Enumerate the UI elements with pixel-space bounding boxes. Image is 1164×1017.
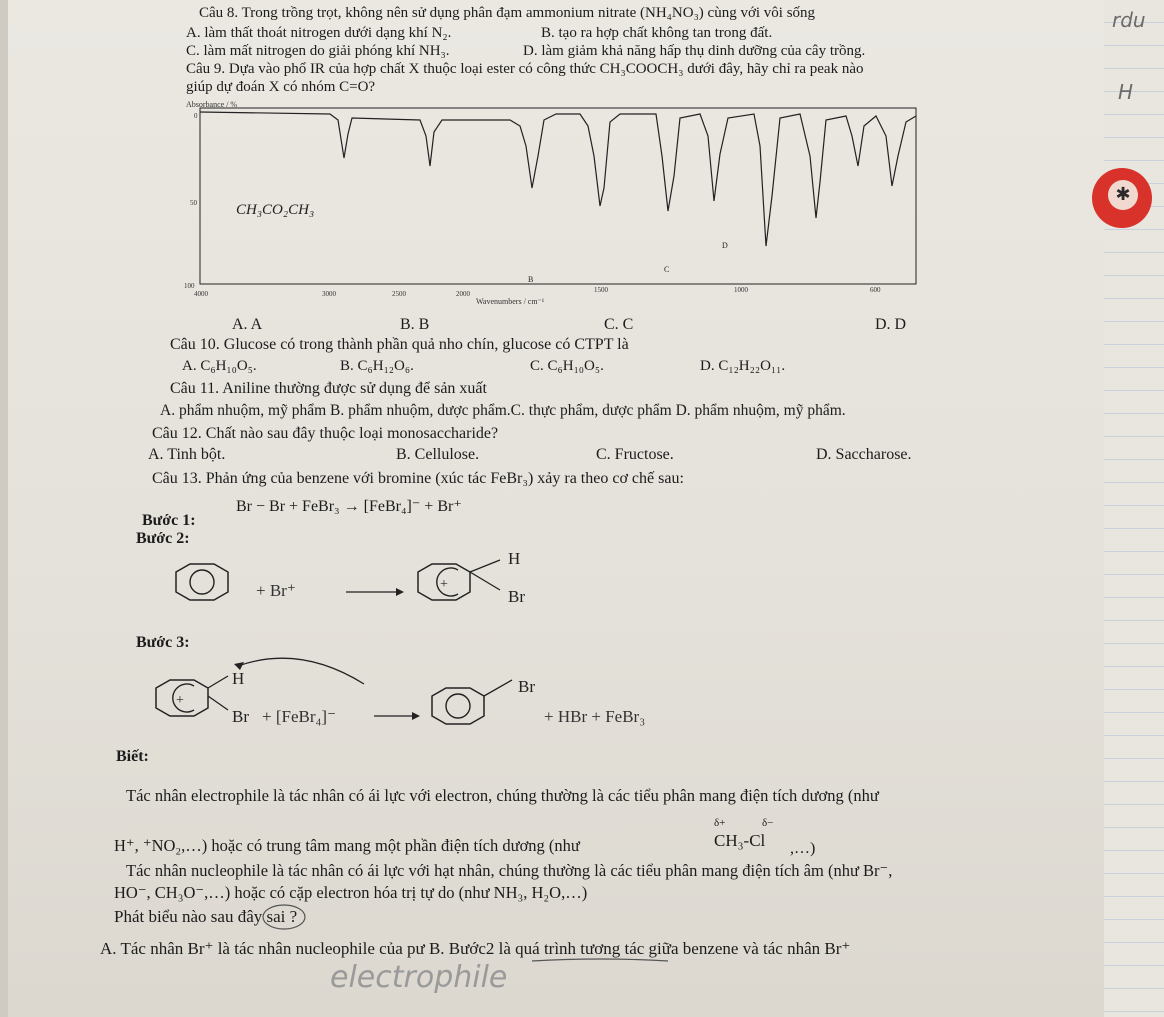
step2-br: Br [508,587,525,606]
arenium-charge-3: + [176,693,184,708]
q12-option-a: A. Tinh bột. [148,446,226,463]
step3-products: + HBr + FeBr₃ [544,707,646,726]
q10-stem: Câu 10. Glucose có trong thành phần quả nho chín, glucose có CTPT là [170,336,629,353]
ir-xtick-1500: 1500 [594,286,608,294]
q8-option-b: B. tạo ra hợp chất không tan trong đất. [541,25,773,41]
bond-br [470,572,500,590]
step3-br: Br [232,707,249,726]
product-br: Br [518,677,535,696]
step3-febr4: + [FeBr₄]⁻ [262,707,337,726]
ir-xtick-3000: 3000 [322,290,336,298]
ir-spectrum-chart [180,96,920,308]
handwritten-note: electrophile [330,960,508,995]
step2-label: Bước 2: [136,530,190,547]
know-electrophile-2: H⁺, ⁺NO₂,…) hoặc có trung tâm mang một phần điện tích dương (như [114,836,580,855]
page-edge [0,0,8,1017]
delta-minus: δ− [762,817,774,829]
know-nucleophile-2: HO⁻, CH₃O⁻,…) hoặc có cặp electron hóa trị tự do (như NH₃, H₂O,…) [114,883,588,902]
ir-xtick-2000: 2000 [456,290,470,298]
q10-option-b: B. C₆H₁₂O₆. [340,358,414,374]
bond-br-product [484,680,512,696]
q12-option-d: D. Saccharose. [816,446,912,463]
product-circle [446,694,470,718]
know-label: Biết: [116,748,149,765]
step3-h: H [232,669,245,688]
q10-option-c: C. C₆H₁₀O₅. [530,358,604,374]
ir-xtick-4000: 4000 [194,290,208,298]
step2-h: H [508,549,521,568]
step2-scheme [160,548,580,618]
margin-note-2: H [1118,80,1134,104]
step3-scheme [150,650,710,738]
bond-h [470,560,500,572]
pen-underline [530,955,670,965]
know-nucleophile: Tác nhân nucleophile là tác nhân có ái lực với hạt nhân, chúng thường là các tiểu phân mang điện tích âm (như Br⁻, [126,861,893,880]
q9-option-a: A. A [232,316,263,333]
pen-circle-sai [260,902,308,932]
ir-peak-b: B [528,275,534,284]
step2-reagent: + Br⁺ [256,581,296,600]
q12-stem: Câu 12. Chất nào sau đây thuộc loại monosaccharide? [152,425,499,442]
ir-spectrum-trace [200,112,916,246]
bond-br-3 [208,696,228,710]
q13-options: A. Tác nhân Br⁺ là tác nhân nucleophile của pư B. Bước2 là quá trình tương tác giữa benzene và tác nhân Br⁺ [100,939,851,958]
q9-option-d: D. D [875,316,907,333]
sticker-star-icon: ✱ [1108,180,1138,210]
notebook-edge [1104,0,1164,1017]
ir-ytick-0: 0 [194,112,198,120]
ir-peak-d: D [722,241,728,250]
aromatic-circle [190,570,214,594]
q13-stem: Câu 13. Phản ứng của benzene với bromine (xúc tác FeBr₃) xảy ra theo cơ chế sau: [152,470,684,487]
question-ask: Phát biểu nào sau đây sai ? [114,907,298,926]
q11-stem: Câu 11. Aniline thường được sử dụng để sản xuất [170,380,487,397]
ir-ytick-50: 50 [190,199,197,207]
delta-plus: δ+ [714,817,726,829]
q10-option-a: A. C₆H₁₀O₅. [182,358,257,374]
step1-equation: Br − Br + FeBr₃ → [FeBr₄]⁻ + Br⁺ [236,498,462,515]
ir-frame [200,108,916,284]
know-electrophile-3: ,…) [790,840,816,857]
curved-arrow [238,658,364,684]
ir-peak-c: C [664,265,670,274]
q8-option-a: A. làm thất thoát nitrogen dưới dạng khí N₂. [186,25,452,41]
q9-option-c: C. C [604,316,634,333]
ch3cl-formula: CH₃-Cl [714,831,766,850]
step3-arrowhead [412,712,420,720]
ir-ylabel: Absorbance / % [186,100,238,109]
know-electrophile: Tác nhân electrophile là tác nhân có ái lực với electron, chúng thường là các tiểu phân mang điện tích dương (như [126,786,879,805]
q12-option-b: B. Cellulose. [396,446,480,463]
q9-stem-2: giúp dự đoán X có nhóm C=O? [186,79,376,95]
q11-options: A. phẩm nhuộm, mỹ phẩm B. phẩm nhuộm, dược phẩm.C. thực phẩm, dược phẩm D. phẩm nhuộm, mỹ phẩm. [160,402,846,419]
q8-stem: Câu 8. Trong trồng trọt, không nên sử dụng phân đạm ammonium nitrate (NH₄NO₃) cùng với vôi sống [199,5,816,21]
ir-xtick-600: 600 [870,286,881,294]
q10-option-d: D. C₁₂H₂₂O₁₁. [700,358,786,374]
q8-option-d: D. làm giảm khả năng hấp thụ dinh dưỡng của cây trồng. [523,43,866,59]
q9-stem: Câu 9. Dựa vào phổ IR của hợp chất X thuộc loại ester có công thức CH₃COOCH₃ dưới đây, hãy chỉ ra peak nào [186,61,864,77]
q12-option-c: C. Fructose. [596,446,674,463]
ir-xtick-2500: 2500 [392,290,406,298]
q9-option-b: B. B [400,316,430,333]
step2-arrowhead [396,588,404,596]
arenium-charge: + [440,577,448,592]
bond-h-3 [208,676,228,688]
ir-xlabel: Wavenumbers / cm⁻¹ [476,297,545,306]
ir-compound: CH₃CO₂CH₃ [236,202,315,218]
q8-option-c: C. làm mất nitrogen do giải phóng khí NH₃. [186,43,450,59]
ir-ytick-100: 100 [184,282,195,290]
step1-label: Bước 1: [142,512,196,529]
step3-label: Bước 3: [136,634,190,651]
margin-note-1: rdu [1112,8,1146,32]
ir-xtick-1000: 1000 [734,286,748,294]
